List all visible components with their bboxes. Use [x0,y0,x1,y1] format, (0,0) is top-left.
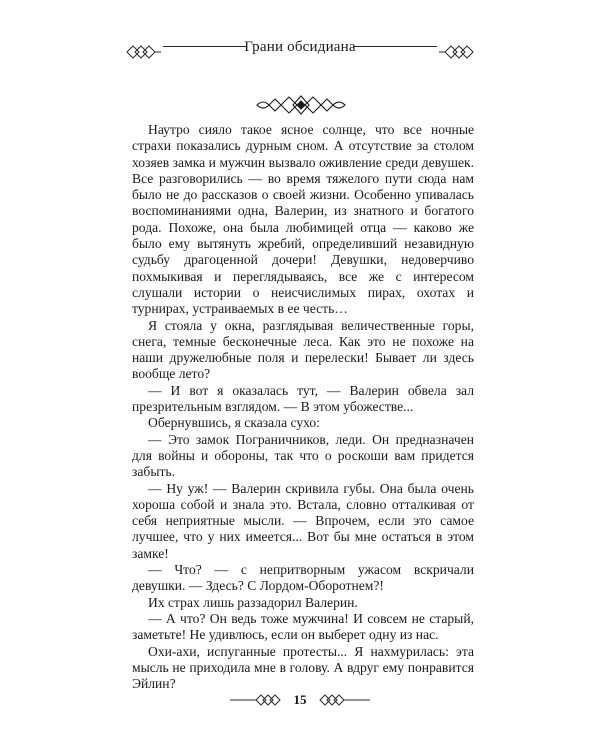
paragraph: Обернувшись, я сказала сухо: [148,415,321,431]
footer-ornament-right-icon [318,693,370,707]
book-title: Грани обсидиана [244,39,356,55]
paragraph: — Это замок Пограничников, леди. Он предназначен для войны и обороны, так что о роскоши вам придется забыть. [132,431,474,480]
knot-ornament-icon [439,44,475,60]
paragraph: Я стояла у окна, разглядывая величественные горы, снега, темные бесконечные леса. Как это не похоже на наши дружелюбные поля и перелески! Бывает ли здесь вообще лето? [132,317,474,382]
paragraph: — Ну уж! — Валерин скривила губы. Она была очень хороша собой и знала это. Встала, словно отталкивая от себя неприятные мысли. — Впрочем, если это самое лучшее, что у них имеется... Вот бы мне остаться в этом замке! [132,480,474,561]
paragraph: Охи-ахи, испуганные протесты... Я нахмурилась: эта мысль не приходила мне в голову. А вдруг ему понравится Эйлин? [132,643,474,692]
knot-ornament-icon [125,44,161,60]
paragraph: — И вот я оказалась тут, — Валерин обвела зал презрительным взглядом. — В этом убожестве... [132,382,474,415]
body-text [132,122,474,692]
page-footer [230,690,370,712]
paragraph: — Что? — с непритворным ужасом вскричали девушки. — Здесь? С Лордом-Оборотнем?! [132,562,474,594]
paragraph: Их страх лишь раззадорил Валерин. [148,594,358,610]
chapter-ornament-icon [255,95,347,115]
page-number: 15 [293,692,307,707]
running-header [125,38,475,78]
paragraph: — А что? Он ведь тоже мужчина! И совсем не старый, заметьте! Не удивлюсь, если он выберет одну из нас. [132,610,474,643]
paragraph: Наутро сияло такое ясное солнце, что все ночные страхи показались дурным сном. А отсутствие за столом хозяев замка и мужчин вызвало оживление среди девушек. Все разговорились — во время тяжелого пути сюда нам было не до рассказов о своей жизни. Особенно упивалась воспоминаниями одна, Валерин, из знатного и богатого рода. Похоже, она была любимицей отца — каково же было ему вытянуть жребий, определивший незавидную судьбу драгоценной дочери! Девушки, недоверчиво похмыкивая и переглядываясь, все же с интересом слушали истории о неисчислимых пирах, охотах и турнирах, устраиваемых в ее честь… [132,122,474,317]
